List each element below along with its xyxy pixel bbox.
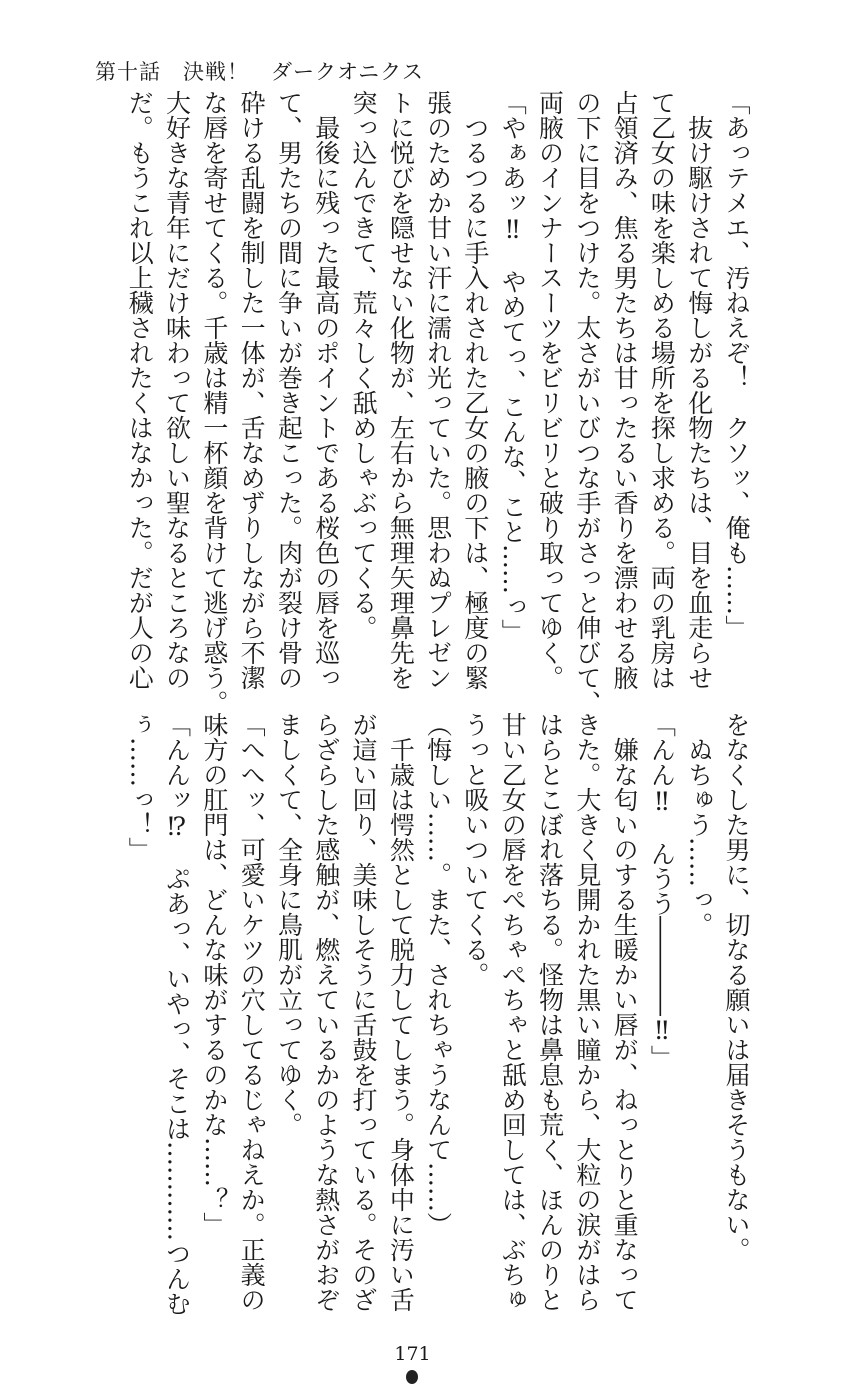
text-column: 抜け駆けされて悔しがる化物たちは、目を血走らせ bbox=[684, 90, 714, 690]
text-column: て乙女の味を楽しめる場所を探し求める。両の乳房は bbox=[647, 90, 677, 690]
running-header: 第十話 決戦！ ダークオニクス bbox=[95, 60, 424, 84]
text-column: ましくて、全身に鳥肌が立ってゆく。 bbox=[274, 712, 304, 1137]
text-column: つるつるに手入れされた乙女の腋の下は、極度の緊 bbox=[460, 90, 490, 690]
text-column: 嫌な匂いのする生暖かい唇が、ねっとりと重なって bbox=[610, 712, 640, 1312]
text-column: 千歳は愕然として脱力してしまう。身体中に汚い舌 bbox=[386, 712, 416, 1312]
text-column: （悔しい……。また、されちゃうなんて……） bbox=[423, 712, 453, 1237]
text-column: トに悦びを隠せない化物が、左右から無理矢理鼻先を bbox=[386, 90, 416, 690]
text-column: だ。もうこれ以上穢されたくはなかった。だが人の心 bbox=[125, 90, 155, 690]
text-column: 「あっテメエ、汚ねえぞ！ クソッ、俺も……」 bbox=[722, 90, 751, 640]
text-column: 味方の肛門は、どんな味がするのかな……？」 bbox=[199, 712, 229, 1237]
text-column: はらとこぼれ落ちる。怪物は鼻息も荒く、ほんのりと bbox=[535, 712, 565, 1312]
text-column: 両腋のインナースーツをビリビリと破り取ってゆく。 bbox=[535, 90, 565, 690]
page-marker-dot bbox=[406, 1370, 418, 1384]
top-tier-text bbox=[121, 90, 755, 715]
bottom-tier-text bbox=[121, 712, 755, 1316]
page-number: 171 bbox=[394, 1343, 431, 1365]
text-column: らざらした感触が、燃えているかのような熱さがおぞ bbox=[311, 712, 341, 1312]
text-column: 最後に残った最高のポイントである桜色の唇を巡っ bbox=[311, 90, 341, 690]
text-column: 占領済み、焦る男たちは甘ったるい香りを漂わせる腋 bbox=[610, 90, 640, 690]
text-column: 「んんッ⁉ ぷあっ、いやっ、そこは…………つんむ bbox=[162, 712, 192, 1316]
text-column: うっと吸いついてくる。 bbox=[460, 712, 490, 987]
text-column: 「へへッ、可愛いケツの穴してるじゃねえか。正義の bbox=[237, 712, 267, 1312]
text-column: ぅ……っ！」 bbox=[125, 712, 155, 862]
text-column: 甘い乙女の唇をぺちゃぺちゃと舐め回しては、ぶちゅ bbox=[498, 712, 528, 1312]
text-column: な唇を寄せてくる。千歳は精一杯顔を背けて逃げ惑う。 bbox=[199, 90, 229, 715]
text-column: て、男たちの間に争いが巻き起こった。肉が裂け骨の bbox=[274, 90, 304, 690]
text-column: 突っ込んできて、荒々しく舐めしゃぶってくる。 bbox=[349, 90, 379, 640]
text-column: きた。大きく見開かれた黒い瞳から、大粒の涙がはら bbox=[572, 712, 602, 1312]
text-column: が這い回り、美味しそうに舌鼓を打っている。そのざ bbox=[349, 712, 379, 1312]
text-column: ぬちゅう……っ。 bbox=[684, 712, 714, 937]
text-column: 砕ける乱闘を制した一体が、舌なめずりしながら不潔 bbox=[237, 90, 267, 690]
text-column: 「やぁあッ‼ やめてっ、こんな、こと……っ」 bbox=[498, 90, 528, 644]
text-column: の下に目をつけた。太さがいびつな手がさっと伸びて、 bbox=[572, 90, 602, 715]
text-column: 「んん‼ んうう――――‼」 bbox=[647, 712, 677, 1070]
text-column: 張のためか甘い汗に濡れ光っていた。思わぬプレゼン bbox=[423, 90, 453, 690]
text-column: 大好きな青年にだけ味わって欲しい聖なるところなの bbox=[162, 90, 192, 690]
text-column: をなくした男に、切なる願いは届きそうもない。 bbox=[722, 712, 751, 1262]
